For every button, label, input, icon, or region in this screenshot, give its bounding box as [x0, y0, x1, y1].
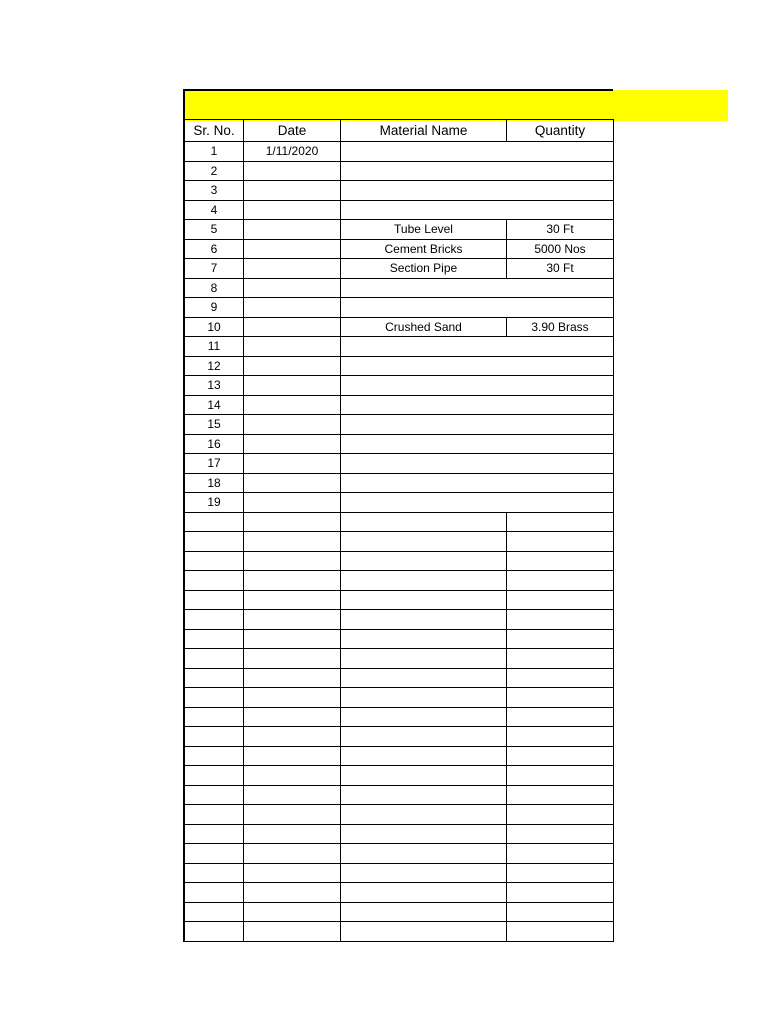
date-cell[interactable] — [244, 240, 341, 260]
empty-table-row — [183, 688, 614, 708]
material-quantity-cell[interactable] — [341, 279, 614, 299]
date-cell[interactable] — [244, 630, 341, 650]
material-cell[interactable] — [341, 688, 507, 708]
table-row — [183, 162, 614, 182]
sr-no-cell[interactable] — [183, 747, 244, 767]
quantity-cell[interactable] — [507, 591, 614, 611]
material-cell[interactable] — [341, 571, 507, 591]
table-row — [183, 435, 614, 455]
date-cell[interactable] — [244, 688, 341, 708]
sr-no-cell[interactable]: 11 — [183, 337, 244, 357]
quantity-cell[interactable] — [507, 532, 614, 552]
quantity-cell[interactable] — [507, 903, 614, 923]
material-cell[interactable] — [341, 825, 507, 845]
table-row — [183, 259, 614, 279]
table-row — [183, 337, 614, 357]
material-cell[interactable] — [341, 552, 507, 572]
sr-no-cell[interactable]: 19 — [183, 493, 244, 513]
empty-table-row — [183, 786, 614, 806]
quantity-cell[interactable] — [507, 883, 614, 903]
date-cell[interactable] — [244, 474, 341, 494]
date-cell[interactable] — [244, 883, 341, 903]
date-cell[interactable] — [244, 708, 341, 728]
material-cell[interactable] — [341, 883, 507, 903]
quantity-cell[interactable] — [507, 552, 614, 572]
sr-no-cell[interactable] — [183, 610, 244, 630]
empty-table-row — [183, 552, 614, 572]
sr-no-cell[interactable]: 6 — [183, 240, 244, 260]
empty-table-row — [183, 727, 614, 747]
sr-no-cell[interactable] — [183, 630, 244, 650]
header-row — [183, 119, 614, 142]
empty-table-row — [183, 571, 614, 591]
empty-table-row — [183, 513, 614, 533]
table-row — [183, 396, 614, 416]
material-quantity-cell[interactable] — [341, 493, 614, 513]
table-row — [183, 415, 614, 435]
table-row — [183, 318, 614, 338]
quantity-cell[interactable]: 5000 Nos — [507, 240, 614, 260]
date-cell[interactable] — [244, 376, 341, 396]
empty-table-row — [183, 903, 614, 923]
date-cell[interactable] — [244, 786, 341, 806]
quantity-cell[interactable] — [507, 844, 614, 864]
sr-no-cell[interactable]: 8 — [183, 279, 244, 299]
material-quantity-cell[interactable] — [341, 454, 614, 474]
material-quantity-cell[interactable] — [341, 298, 614, 318]
sr-no-cell[interactable] — [183, 591, 244, 611]
sr-no-cell[interactable] — [183, 805, 244, 825]
date-cell[interactable] — [244, 435, 341, 455]
date-cell[interactable] — [244, 922, 341, 942]
sr-no-cell[interactable] — [183, 669, 244, 689]
empty-table-row — [183, 805, 614, 825]
table-row — [183, 357, 614, 377]
date-cell[interactable] — [244, 513, 341, 533]
date-cell[interactable] — [244, 396, 341, 416]
date-cell[interactable] — [244, 669, 341, 689]
material-quantity-cell[interactable] — [341, 415, 614, 435]
header-quantity[interactable]: Quantity — [507, 119, 614, 142]
date-cell[interactable] — [244, 337, 341, 357]
material-quantity-cell[interactable] — [341, 162, 614, 182]
sr-no-cell[interactable] — [183, 883, 244, 903]
quantity-cell[interactable] — [507, 513, 614, 533]
sr-no-cell[interactable] — [183, 766, 244, 786]
sr-no-cell[interactable] — [183, 571, 244, 591]
empty-table-row — [183, 922, 614, 942]
quantity-cell[interactable] — [507, 610, 614, 630]
table-row — [183, 142, 614, 162]
header-material-name[interactable]: Material Name — [341, 119, 507, 142]
quantity-cell[interactable]: 3.90 Brass — [507, 318, 614, 338]
date-cell[interactable] — [244, 415, 341, 435]
material-cell[interactable] — [341, 630, 507, 650]
sr-no-cell[interactable]: 17 — [183, 454, 244, 474]
table-row — [183, 376, 614, 396]
quantity-cell[interactable] — [507, 688, 614, 708]
date-cell[interactable] — [244, 181, 341, 201]
date-cell[interactable]: 1/11/2020 — [244, 142, 341, 162]
material-quantity-cell[interactable] — [341, 376, 614, 396]
material-quantity-cell[interactable] — [341, 201, 614, 221]
sr-no-cell[interactable] — [183, 708, 244, 728]
sr-no-cell[interactable]: 13 — [183, 376, 244, 396]
empty-table-row — [183, 649, 614, 669]
date-cell[interactable] — [244, 844, 341, 864]
sr-no-cell[interactable]: 12 — [183, 357, 244, 377]
material-cell[interactable] — [341, 922, 507, 942]
table-row — [183, 220, 614, 240]
date-cell[interactable] — [244, 571, 341, 591]
date-cell[interactable] — [244, 201, 341, 221]
sr-no-cell[interactable] — [183, 513, 244, 533]
sheet-body — [183, 142, 614, 942]
sr-no-cell[interactable]: 4 — [183, 201, 244, 221]
sr-no-cell[interactable]: 5 — [183, 220, 244, 240]
material-quantity-cell[interactable] — [341, 337, 614, 357]
quantity-cell[interactable]: 30 Ft — [507, 259, 614, 279]
date-cell[interactable] — [244, 454, 341, 474]
date-cell[interactable] — [244, 552, 341, 572]
material-cell[interactable]: Cement Bricks — [341, 240, 507, 260]
date-cell[interactable] — [244, 259, 341, 279]
material-cell[interactable] — [341, 844, 507, 864]
sr-no-cell[interactable]: 3 — [183, 181, 244, 201]
sr-no-cell[interactable] — [183, 552, 244, 572]
sr-no-cell[interactable] — [183, 844, 244, 864]
material-quantity-cell[interactable] — [341, 142, 614, 162]
table-row — [183, 474, 614, 494]
material-quantity-cell[interactable] — [341, 435, 614, 455]
quantity-cell[interactable] — [507, 766, 614, 786]
empty-table-row — [183, 610, 614, 630]
sr-no-cell[interactable] — [183, 727, 244, 747]
date-cell[interactable] — [244, 591, 341, 611]
empty-table-row — [183, 747, 614, 767]
material-cell[interactable] — [341, 747, 507, 767]
material-cell[interactable]: Crushed Sand — [341, 318, 507, 338]
material-quantity-cell[interactable] — [341, 357, 614, 377]
empty-table-row — [183, 825, 614, 845]
header-date[interactable]: Date — [244, 119, 341, 142]
sr-no-cell[interactable] — [183, 864, 244, 884]
date-cell[interactable] — [244, 727, 341, 747]
date-cell[interactable] — [244, 357, 341, 377]
sr-no-cell[interactable]: 7 — [183, 259, 244, 279]
empty-table-row — [183, 708, 614, 728]
material-cell[interactable] — [341, 786, 507, 806]
date-cell[interactable] — [244, 747, 341, 767]
material-cell[interactable]: Tube Level — [341, 220, 507, 240]
quantity-cell[interactable] — [507, 805, 614, 825]
quantity-cell[interactable] — [507, 786, 614, 806]
table-row — [183, 181, 614, 201]
table-row — [183, 279, 614, 299]
date-cell[interactable] — [244, 610, 341, 630]
quantity-cell[interactable] — [507, 630, 614, 650]
date-cell[interactable] — [244, 903, 341, 923]
material-cell[interactable] — [341, 532, 507, 552]
material-cell[interactable] — [341, 649, 507, 669]
quantity-cell[interactable] — [507, 649, 614, 669]
quantity-cell[interactable] — [507, 747, 614, 767]
date-cell[interactable] — [244, 532, 341, 552]
sr-no-cell[interactable] — [183, 649, 244, 669]
date-cell[interactable] — [244, 298, 341, 318]
empty-table-row — [183, 883, 614, 903]
sr-no-cell[interactable]: 16 — [183, 435, 244, 455]
sr-no-cell[interactable]: 10 — [183, 318, 244, 338]
empty-table-row — [183, 864, 614, 884]
date-cell[interactable] — [244, 805, 341, 825]
material-cell[interactable] — [341, 513, 507, 533]
material-cell[interactable] — [341, 727, 507, 747]
material-sheet — [183, 119, 614, 942]
sr-no-cell[interactable] — [183, 688, 244, 708]
material-quantity-cell[interactable] — [341, 396, 614, 416]
sr-no-cell[interactable]: 15 — [183, 415, 244, 435]
table-row — [183, 298, 614, 318]
material-cell[interactable] — [341, 610, 507, 630]
date-cell[interactable] — [244, 220, 341, 240]
empty-table-row — [183, 591, 614, 611]
material-cell[interactable] — [341, 669, 507, 689]
material-cell[interactable]: Section Pipe — [341, 259, 507, 279]
quantity-cell[interactable] — [507, 825, 614, 845]
material-cell[interactable] — [341, 766, 507, 786]
header-sr-no[interactable]: Sr. No. — [183, 119, 244, 142]
material-cell[interactable] — [341, 864, 507, 884]
quantity-cell[interactable] — [507, 571, 614, 591]
title-banner-border — [183, 89, 613, 119]
empty-table-row — [183, 532, 614, 552]
quantity-cell[interactable] — [507, 922, 614, 942]
table-row — [183, 201, 614, 221]
sr-no-cell[interactable]: 14 — [183, 396, 244, 416]
date-cell[interactable] — [244, 766, 341, 786]
date-cell[interactable] — [244, 279, 341, 299]
material-cell[interactable] — [341, 805, 507, 825]
date-cell[interactable] — [244, 825, 341, 845]
quantity-cell[interactable] — [507, 864, 614, 884]
material-cell[interactable] — [341, 591, 507, 611]
quantity-cell[interactable]: 30 Ft — [507, 220, 614, 240]
sr-no-cell[interactable] — [183, 922, 244, 942]
quantity-cell[interactable] — [507, 669, 614, 689]
quantity-cell[interactable] — [507, 708, 614, 728]
sr-no-cell[interactable] — [183, 825, 244, 845]
sr-no-cell[interactable] — [183, 532, 244, 552]
sr-no-cell[interactable]: 18 — [183, 474, 244, 494]
sr-no-cell[interactable]: 9 — [183, 298, 244, 318]
date-cell[interactable] — [244, 162, 341, 182]
table-row — [183, 240, 614, 260]
material-cell[interactable] — [341, 708, 507, 728]
empty-table-row — [183, 766, 614, 786]
date-cell[interactable] — [244, 318, 341, 338]
table-row — [183, 493, 614, 513]
sr-no-cell[interactable] — [183, 903, 244, 923]
quantity-cell[interactable] — [507, 727, 614, 747]
material-quantity-cell[interactable] — [341, 474, 614, 494]
sr-no-cell[interactable]: 2 — [183, 162, 244, 182]
empty-table-row — [183, 669, 614, 689]
sr-no-cell[interactable]: 1 — [183, 142, 244, 162]
sr-no-cell[interactable] — [183, 786, 244, 806]
date-cell[interactable] — [244, 864, 341, 884]
date-cell[interactable] — [244, 493, 341, 513]
empty-table-row — [183, 844, 614, 864]
material-cell[interactable] — [341, 903, 507, 923]
table-row — [183, 454, 614, 474]
empty-table-row — [183, 630, 614, 650]
material-quantity-cell[interactable] — [341, 181, 614, 201]
date-cell[interactable] — [244, 649, 341, 669]
